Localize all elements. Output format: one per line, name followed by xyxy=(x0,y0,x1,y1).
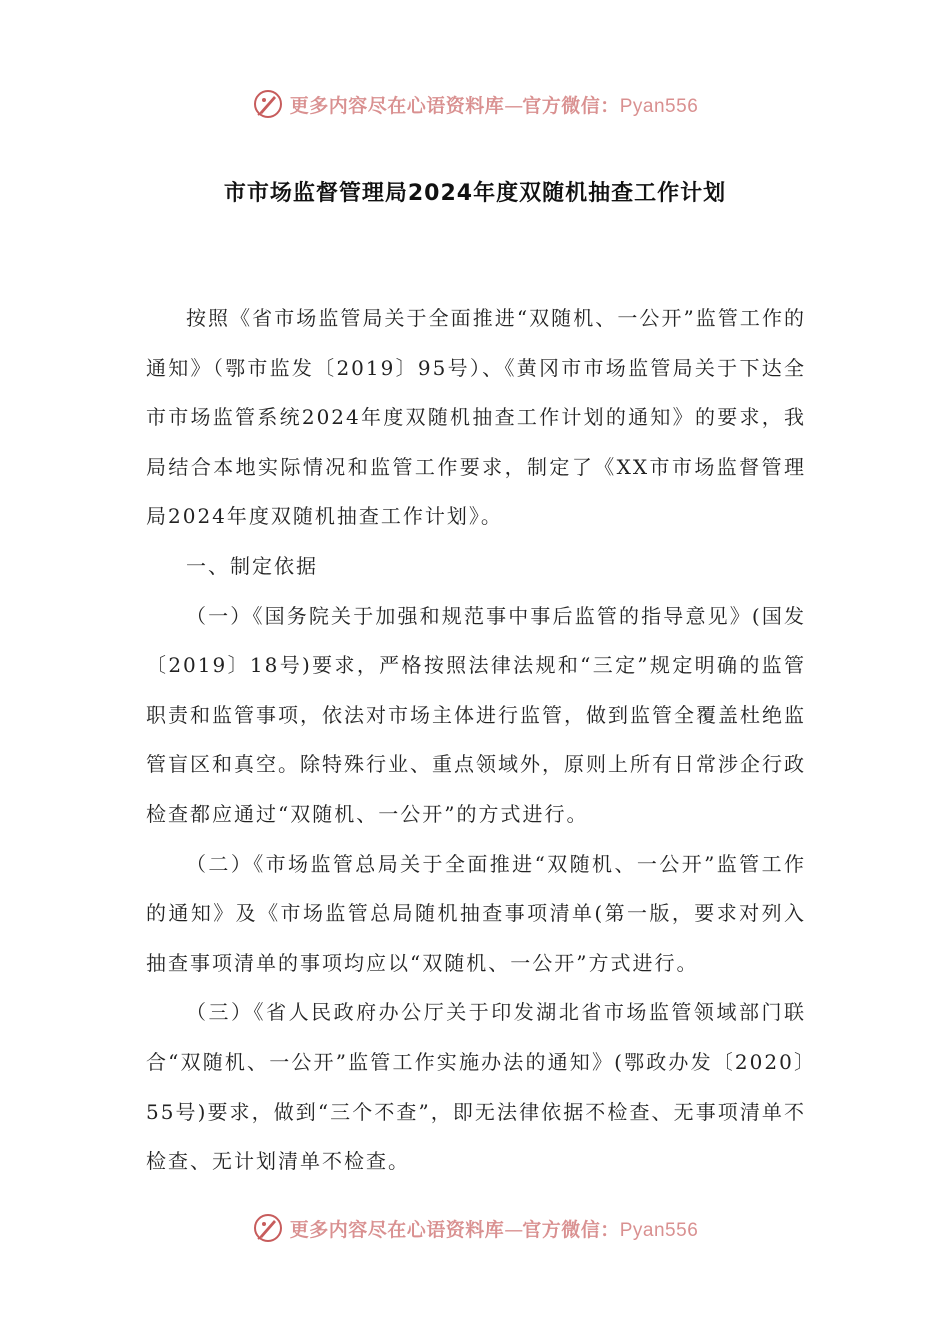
watermark-dash: — xyxy=(504,94,523,117)
paragraph-intro: 按照《省市场监管局关于全面推进“双随机、一公开”监管工作的通知》（鄂市监发〔2019〕95号）、《黄冈市市场监管局关于下达全市市场监管系统2024年度双随机抽查工作计划的通知》的要求，我局结合本地实际情况和监管工作要求，制定了《XX市市场监督管理局2024年度双随机抽查工作计划》。 xyxy=(146,306,806,529)
header-watermark xyxy=(0,82,950,126)
paragraph-basis-2: （二）《市场监管总局关于全面推进“双随机、一公开”监管工作的通知》及《市场监管总局随机抽查事项清单(第一版，要求对列入抽查事项清单的事项均应以“双随机、一公开”方式进行。 xyxy=(146,851,806,975)
footer-watermark xyxy=(0,1206,950,1250)
watermark-dash: — xyxy=(504,1218,523,1241)
watermark-wechat-id: Pyan556 xyxy=(619,95,699,117)
quill-logo-icon xyxy=(252,1212,284,1244)
watermark-text xyxy=(290,1215,699,1242)
watermark-wechat-label: 官方微信： xyxy=(522,1218,620,1241)
paragraph-basis-1: （一）《国务院关于加强和规范事中事后监管的指导意见》(国发〔2019〕18号)要求，严格按照法律法规和“三定”规定明确的监管职责和监管事项，依法对市场主体进行监管，做到监管全覆盖杜绝监管盲区和真空。除特殊行业、重点领域外，原则上所有日常涉企行政检查都应通过“双随机、一公开”的方式进行。 xyxy=(146,603,806,826)
document-title: 市市场监督管理局2024年度双随机抽查工作计划 xyxy=(223,181,727,206)
document-body xyxy=(146,294,806,1187)
watermark-brand: 更多内容尽在心语资料库 xyxy=(289,94,505,117)
watermark-wechat-label: 官方微信： xyxy=(522,94,620,117)
watermark-text xyxy=(290,91,699,118)
watermark-brand: 更多内容尽在心语资料库 xyxy=(289,1218,505,1241)
section-heading: 一、制定依据 xyxy=(186,553,318,578)
paragraph-basis-3: （三）《省人民政府办公厅关于印发湖北省市场监管领域部门联合“双随机、一公开”监管工作实施办法的通知》(鄂政办发〔2020〕55号)要求，做到“三个不查”，即无法律依据不检查、无事项清单不检查、无计划清单不检查。 xyxy=(146,1000,806,1174)
watermark-wechat-id: Pyan556 xyxy=(619,1219,699,1241)
quill-logo-icon xyxy=(252,88,284,120)
